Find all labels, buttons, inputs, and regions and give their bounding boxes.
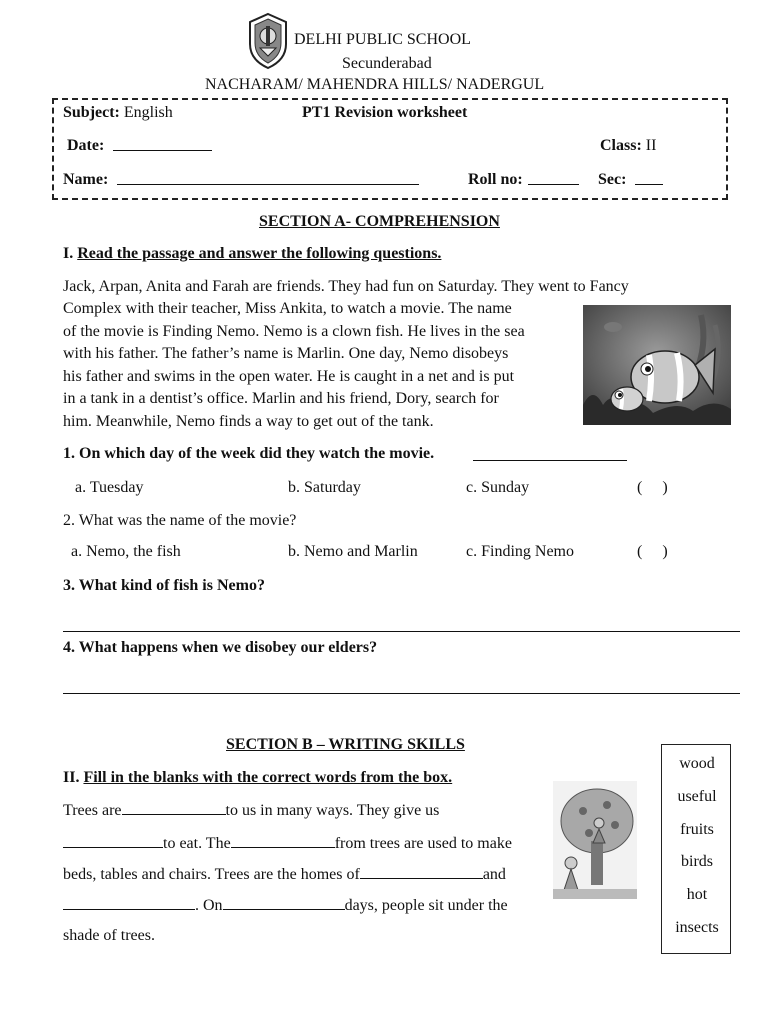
clownfish-picture [583,305,731,425]
fill-text: and [482,866,506,883]
name-label: Name: [63,171,109,188]
school-name: DELHI PUBLIC SCHOOL [294,31,471,48]
passage-line: Jack, Arpan, Anita and Farah are friends. They had fun on Saturday. They went to Fancy [63,278,629,295]
passage-line: Complex with their teacher, Miss Ankita, to watch a movie. The name [63,300,512,317]
class-value: II [645,137,657,154]
date-label: Date: [67,137,105,154]
word-box-item: wood [679,755,715,772]
blank-1[interactable] [122,800,226,815]
word-box-item: useful [677,788,717,805]
word-box-item: hot [686,886,708,903]
blank-5[interactable] [63,895,195,910]
q2-option-c[interactable]: c. Finding Nemo [466,543,574,560]
tree-picture [553,781,637,899]
school-logo [246,12,290,70]
fill-line-3 [63,864,506,885]
section-b-title: SECTION B – WRITING SKILLS [226,736,465,753]
sec-field[interactable] [635,184,663,185]
question-4: 4. What happens when we disobey our elders? [63,639,378,656]
word-box-item: fruits [680,821,714,838]
blank-3[interactable] [231,833,335,848]
passage-line: his father and swims in the open water. He is caught in a net and is put [63,368,515,385]
sec-label: Sec: [598,171,627,188]
name-field[interactable] [117,184,419,185]
question-2: 2. What was the name of the movie? [63,512,297,529]
instruction-number: I. [63,245,74,262]
q1-option-b[interactable]: b. Saturday [288,479,361,496]
fill-text: days, people sit under the [344,897,508,914]
section-a-instruction [63,244,441,264]
passage-line: in a tank in a dentist’s office. Marlin and his friend, Dory, search for [63,390,499,407]
blank-6[interactable] [223,895,345,910]
subject-row [63,103,173,123]
instruction-text: Fill in the blanks with the correct words from the box. [83,769,453,786]
instruction-number: II. [63,769,80,786]
q2-option-a[interactable]: a. Nemo, the fish [71,543,181,560]
instruction-text: Read the passage and answer the following questions. [77,245,442,262]
worksheet-title: PT1 Revision worksheet [302,104,468,121]
fill-line-1 [63,800,439,821]
roll-field[interactable] [528,184,579,185]
fill-text: . On [195,897,223,914]
fill-text: beds, tables and chairs. Trees are the homes of [63,866,360,883]
passage-line: with his father. The father’s name is Marlin. One day, Nemo disobeys [63,345,509,362]
section-b-instruction [63,768,452,788]
q2-option-b[interactable]: b. Nemo and Marlin [288,543,418,560]
fill-line-5: shade of trees. [63,927,155,944]
word-box [661,744,731,954]
fill-text: to us in many ways. They give us [225,802,440,819]
q2-answer-bracket[interactable]: ( ) [637,543,668,560]
section-a-title: SECTION A- COMPREHENSION [259,213,500,230]
passage-line: of the movie is Finding Nemo. Nemo is a clown fish. He lives in the sea [63,323,525,340]
q1-option-a[interactable]: a. Tuesday [75,479,144,496]
question-1: 1. On which day of the week did they watch the movie. [63,445,435,462]
q1-option-c[interactable]: c. Sunday [466,479,530,496]
class-label: Class: [600,137,642,154]
word-box-item: birds [681,853,713,870]
school-city: Secunderabad [342,55,432,72]
fill-text: from trees are used to make [334,835,512,852]
subject-label: Subject: [63,104,120,121]
date-field[interactable] [113,150,212,151]
answer-line-1[interactable] [473,460,627,461]
school-branches: NACHARAM/ MAHENDRA HILLS/ NADERGUL [205,76,545,93]
question-3: 3. What kind of fish is Nemo? [63,577,265,594]
word-box-item: insects [675,919,719,936]
blank-2[interactable] [63,833,163,848]
fill-text: to eat. The [163,835,231,852]
answer-line-4[interactable] [63,693,740,694]
passage-line: him. Meanwhile, Nemo finds a way to get out of the tank. [63,413,434,430]
q1-answer-bracket[interactable]: ( ) [637,479,668,496]
fill-line-4 [63,895,508,916]
roll-label: Roll no: [468,171,523,188]
fill-text: Trees are [63,802,122,819]
class-row [600,136,656,156]
blank-4[interactable] [360,864,483,879]
fill-line-2 [63,833,512,854]
answer-line-3[interactable] [63,631,740,632]
subject-value: English [123,104,173,121]
